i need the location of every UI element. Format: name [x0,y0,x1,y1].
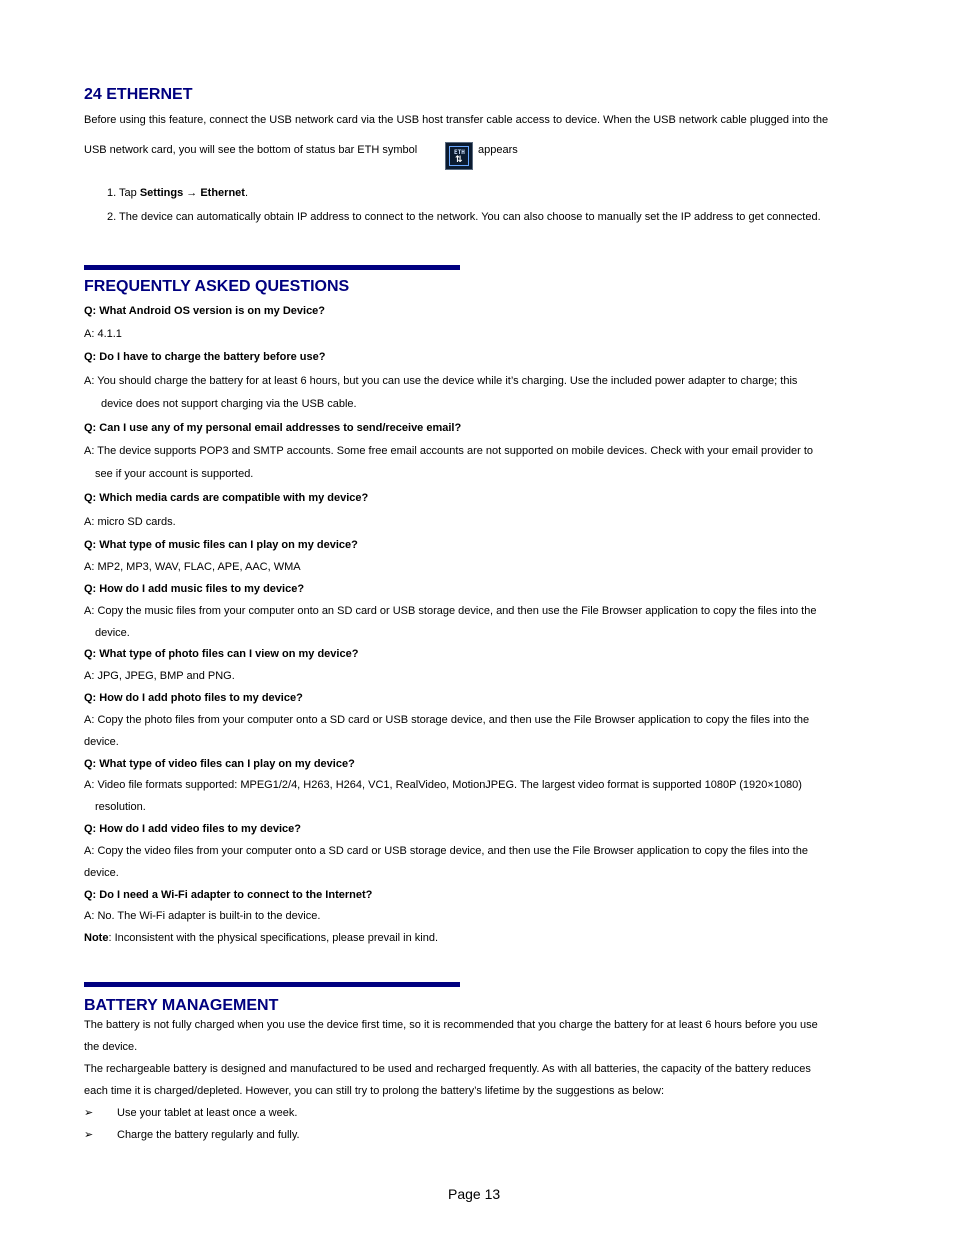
eth-arrows-icon: ⇅ [455,155,462,165]
faq-heading: FREQUENTLY ASKED QUESTIONS [84,278,350,295]
note-text: : Inconsistent with the physical specifications, please prevail in kind. [108,932,439,944]
faq-question: Q: What type of photo files can I view on my device? [84,648,359,660]
faq-answer-cont: resolution. [95,801,146,813]
ethernet-heading: 24 ETHERNET [84,86,193,103]
faq-answer-cont: see if your account is supported. [95,468,254,480]
faq-answer: A: JPG, JPEG, BMP and PNG. [84,670,235,682]
faq-answer: A: MP2, MP3, WAV, FLAC, APE, AAC, WMA [84,561,301,573]
faq-answer: A: The device supports POP3 and SMTP accounts. Some free email accounts are not supported on mobile devices. Check with your email provider to [84,445,814,457]
note-label: Note [84,932,109,944]
faq-note [84,931,438,945]
ethernet-intro-line2-post: appears [478,144,518,156]
battery-divider [84,982,460,987]
faq-answer: A: 4.1.1 [84,328,122,340]
faq-question: Q: How do I add music files to my device? [84,583,305,595]
faq-answer: A: Copy the video files from your computer onto a SD card or USB storage device, and then use the File Browser application to copy the files into the [84,845,808,857]
battery-p1-line1: The battery is not fully charged when you use the device first time, so it is recommended that you charge the battery for at least 6 hours before you use [84,1019,818,1031]
battery-bullet-item: Use your tablet at least once a week. [117,1107,298,1119]
step1-path: Settings → Ethernet [139,187,245,199]
faq-divider [84,265,460,270]
eth-icon-label: ETH [454,149,465,156]
battery-p2-line1: The rechargeable battery is designed and manufactured to be used and recharged frequently. As with all batteries, the capacity of the battery reduces [84,1063,811,1075]
faq-question: Q: Do I need a Wi-Fi adapter to connect to the Internet? [84,889,373,901]
faq-answer-cont: device. [95,627,130,639]
faq-answer: A: Copy the music files from your computer onto an SD card or USB storage device, and then use the File Browser application to copy the files into the [84,605,817,617]
step1-suffix: . [244,187,249,199]
faq-question: Q: How do I add photo files to my device? [84,692,303,704]
faq-question: Q: Can I use any of my personal email addresses to send/receive email? [84,422,462,434]
faq-answer-cont: device. [84,867,119,879]
faq-question: Q: What Android OS version is on my Device? [84,305,326,317]
faq-answer: A: micro SD cards. [84,516,176,528]
faq-question: Q: What type of music files can I play on my device? [84,539,358,551]
faq-answer: A: Copy the photo files from your computer onto a SD card or USB storage device, and then use the File Browser application to copy the files into the [84,714,810,726]
step1-prefix: 1. Tap [107,187,140,199]
battery-bullet-item: Charge the battery regularly and fully. [117,1129,300,1141]
battery-p2-line2: each time it is charged/depleted. However, you can still try to prolong the battery’s lifetime by the suggestions as below: [84,1085,665,1097]
ethernet-intro-line2-pre: USB network card, you will see the bottom of status bar ETH symbol [84,144,418,156]
ethernet-step-2: 2. The device can automatically obtain IP address to connect to the network. You can also choose to manually set the IP address to get connected. [107,211,821,223]
battery-p1-line2: the device. [84,1041,138,1053]
faq-question: Q: How do I add video files to my device? [84,823,301,835]
battery-heading: BATTERY MANAGEMENT [84,997,279,1014]
bullet-arrow-icon: ➢ [84,1107,94,1119]
faq-answer: A: No. The Wi-Fi adapter is built-in to the device. [84,910,321,922]
faq-answer: A: Video file formats supported: MPEG1/2/4, H263, H264, VC1, RealVideo, MotionJPEG. The largest video format is supported 1080P (1920×1080) [84,779,802,791]
faq-question: Q: What type of video files can I play on my device? [84,758,355,770]
page-number: Page 13 [448,1186,501,1202]
faq-answer: A: You should charge the battery for at least 6 hours, but you can use the device while it’s charging. Use the included power adapter to charge; this [84,375,798,387]
faq-question: Q: Do I have to charge the battery before use? [84,351,326,363]
bullet-arrow-icon: ➢ [84,1129,94,1141]
eth-status-icon [445,142,473,170]
faq-question: Q: Which media cards are compatible with my device? [84,492,369,504]
faq-answer-cont: device does not support charging via the USB cable. [101,398,357,410]
ethernet-intro-line1: Before using this feature, connect the USB network card via the USB host transfer cable access to device. When the USB network cable plugged into the [84,114,829,126]
faq-answer-cont: device. [84,736,119,748]
ethernet-step-1 [107,186,248,200]
